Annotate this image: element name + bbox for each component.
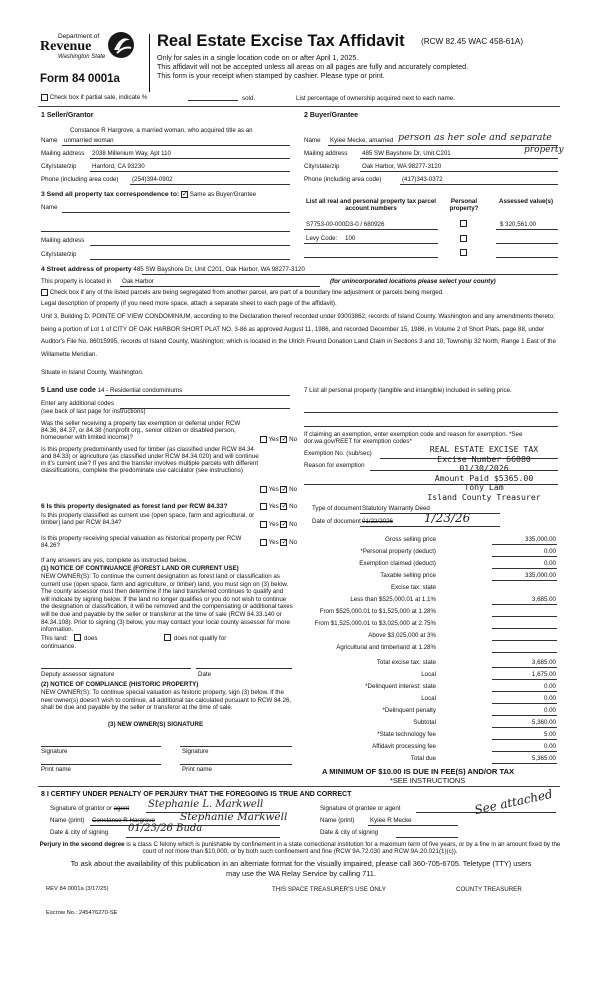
partial-sale-checkbox[interactable] — [41, 94, 48, 101]
footer-treasurer-space: THIS SPACE TREASURER'S USE ONLY — [272, 886, 386, 893]
section-rule — [38, 106, 560, 107]
calc-tier3-label: From $1,525,000.01 to $3,025,000 at 2.75% — [314, 620, 436, 627]
seller-city-value[interactable]: Hanford, CA 93230 — [92, 163, 145, 170]
perjury-notice — [36, 841, 564, 855]
stamp-line-4: Amount Paid $5365.00 — [434, 472, 534, 483]
calc-interest-local-label: Local — [421, 695, 436, 702]
calc-total-state-value[interactable]: 3,685.00 — [531, 659, 556, 666]
land-use-row — [41, 387, 182, 395]
street-address-row — [41, 266, 305, 274]
timber-yesno: Yes ✓ No — [260, 486, 297, 493]
form-number: Form 84 0001a — [40, 73, 120, 85]
additional-codes-label: Enter any additional codes — [41, 400, 114, 407]
unincorporated-note: (for unincorporated locations please select your county) — [330, 278, 496, 285]
corr-name-label: Name — [41, 204, 58, 211]
same-as-buyer-label: Same as Buyer/Grantee — [189, 191, 257, 199]
calc-total-due-label: Total due — [410, 755, 436, 762]
sig-grantor-label: Signature of grantor or — [50, 805, 112, 812]
grantee-signature-hw: See attached — [473, 786, 554, 818]
partial-pct-field[interactable] — [188, 100, 238, 101]
grantor-name-struck[interactable]: Constance R Hargrove — [92, 817, 155, 824]
seller-title: 1 Seller/Grantor — [41, 112, 94, 119]
legal-description-2[interactable]: Situate in Island County, Washington. — [41, 369, 144, 376]
doc-type-value[interactable]: Statutory Warranty Deed — [362, 505, 430, 512]
forest-no-checkbox[interactable]: ✓ — [281, 503, 288, 510]
buyer-mail-value[interactable]: 485 SW Bayshore Dr, Unit C201 — [362, 150, 451, 157]
personal-property-checkbox-3[interactable] — [460, 249, 467, 256]
parcel-number[interactable]: S7753-00-000D3-0 / 680926 — [306, 221, 385, 228]
minimum-due-note: A MINIMUM OF $10.00 IS DUE IN FEE(S) AND/OR TAX — [322, 767, 515, 776]
calc-local-label: Local — [421, 671, 436, 678]
forest-yesno: Yes ✓ No — [260, 503, 297, 510]
stamp-line-2: Excise Number 66080 — [437, 453, 531, 464]
does-checkbox[interactable] — [74, 634, 81, 641]
stamp-line-1: REAL ESTATE EXCISE TAX — [429, 444, 539, 454]
personal-property-checkbox-2[interactable] — [460, 235, 467, 242]
buyer-name-label: Name — [304, 137, 321, 144]
calc-taxable-value[interactable]: 335,000.00 — [525, 572, 556, 579]
corr-city-label: City/state/zip — [41, 251, 77, 258]
logo-washington: Washington State — [58, 54, 106, 60]
land-use-label: 5 Land use code — [41, 387, 96, 394]
perjury-text: is a class C felony which is punishable by confinement in a state correctional institution for a maximum term of five years, or by a fine in an amount fixed by the court of not more than $10,000, or by both such confinement and fine (RCW 9A.72.030 and RCW 9A.20.021(1)(c)). — [124, 841, 561, 856]
calc-gross-value[interactable]: 335,000.00 — [525, 536, 556, 543]
header-divider — [149, 34, 150, 92]
deputy-sig-label: Deputy assessor signature — [41, 671, 115, 678]
historic-yesno: Yes ✓ No — [260, 539, 297, 546]
calc-personal-label: *Personal property (deduct) — [360, 548, 436, 555]
agent-struck: agent — [113, 805, 130, 812]
seller-phone-value[interactable]: (254)394-0902 — [132, 176, 173, 183]
sig-grantor-row — [50, 805, 129, 812]
timber-no-checkbox[interactable]: ✓ — [281, 486, 288, 493]
calc-local-value[interactable]: 1,675.00 — [531, 671, 556, 678]
logo-emblem-icon — [106, 30, 136, 60]
calc-total-state-label: Total excise tax: state — [376, 659, 436, 666]
doc-date-handwritten: 1/23/26 — [424, 511, 471, 525]
personal-property-label: 7 List all personal property (tangible and intangible) included in selling price. — [304, 387, 512, 394]
buyer-city-label: City/state/zip — [304, 163, 340, 170]
logo-revenue: Revenue — [40, 39, 92, 54]
this-land-label: This land: — [41, 635, 68, 642]
form-rcw: (RCW 82.45 WAC 458-61A) — [421, 37, 524, 46]
seller-name-line1: Constance R Hargrove, a married woman, who acquired title as an — [70, 127, 253, 134]
seller-mail-value[interactable]: 2038 Millenium Way, Apt 110 — [92, 150, 171, 157]
calc-interest-state-label: *Delinquent interest: state — [365, 683, 436, 690]
calc-tier2-label: From $525,000.01 to $1,525,000 at 1.28% — [319, 608, 436, 615]
timber-question: Is this property predominantly used for timber (as classified under RCW 84.34 and 84.33) or agriculture (as classified under RCW 84.34.020) and will continue in it's current use? If yes and the transfer involves multiple parcels with different classifications, complete the predominate use calculator (see instructions) — [41, 446, 259, 475]
certify-title: 8 I CERTIFY UNDER PENALTY OF PERJURY THAT THE FOREGOING IS TRUE AND CORRECT — [41, 791, 352, 798]
correspondence-label: 3 Send all property tax correspondence to: — [41, 191, 180, 199]
grantor-date-label: Date & city of signing — [50, 829, 109, 836]
located-label: This property is located in — [41, 278, 112, 285]
calc-tier1-label: Less than $525,000.01 at 1.1% — [350, 596, 436, 603]
personal-property-checkbox-1[interactable] — [460, 220, 467, 227]
calc-personal-value[interactable]: 0.00 — [543, 548, 556, 555]
calc-processing-fee-label: Affidavit processing fee — [372, 743, 436, 750]
intro-line-3: This form is your receipt when stamped by cashier. Please type or print. — [157, 71, 385, 80]
grantor-signature-hw: Stephanie L. Markwell — [148, 799, 264, 810]
alt-format-note: To ask about the availability of this publication in an alternate format for the visually impaired, please call 360-705-6705. Teletype (TTY) users may use the WA Relay Service by calling 711. — [70, 859, 532, 878]
seller-name-value[interactable]: unmarried woman — [64, 137, 114, 144]
logo-department: Department of — [58, 33, 100, 40]
new-owner-sig-title: (3) NEW OWNER(S) SIGNATURE — [108, 721, 204, 728]
intro-line-2: This affidavit will not be accepted unless all areas on all pages are fully and accurately completed. — [157, 62, 469, 71]
calc-total-due-value[interactable]: 5,365.00 — [531, 755, 556, 762]
continuance-label: continuance. — [41, 643, 77, 650]
calc-interest-state-value[interactable]: 0.00 — [543, 683, 556, 690]
section-8-rule — [38, 786, 560, 787]
new-owner-print-label-1: Print name — [41, 766, 71, 773]
footer-escrow: Escrow No.: 245476270-SE — [46, 910, 118, 916]
seller-mail-label: Mailing address — [41, 150, 85, 157]
street-address-label: 4 Street address of property — [41, 266, 132, 273]
located-value[interactable]: Oak Harbor — [122, 278, 154, 285]
historic-question: Is this property receiving special valuation as historical property per RCW 84.26? — [41, 535, 242, 550]
footer-rev: REV 84 0001a (3/17/25) — [46, 886, 109, 892]
current-use-question: Is this property classified as current use (open space, farm and agricultural, or timber) land per RCW 84.34? — [41, 512, 255, 527]
stamp-line-6: Island County Treasurer — [427, 491, 541, 502]
forest-yes-checkbox[interactable] — [260, 503, 267, 510]
calc-tech-fee-label: *State technology fee — [377, 731, 436, 738]
calc-subtotal-value[interactable]: 5,360.00 — [531, 719, 556, 726]
correspondence-row — [41, 191, 256, 199]
current-use-yesno: Yes ✓ No — [260, 521, 297, 528]
stamp-line-3: 01/30/2026 — [459, 463, 509, 474]
exemption-yesno: Yes ✓ No — [260, 436, 297, 443]
calc-tier1-value[interactable]: 3,685.00 — [531, 596, 556, 603]
segregated-label: Check box if any of the listed parcels are being segregated from another parcel, are part of a boundary line adjustment or parcels being merged. — [49, 289, 444, 297]
seller-city-label: City/state/zip — [41, 163, 77, 170]
ownership-note: List percentage of ownership acquired next to each name. — [296, 95, 455, 102]
grantee-date-label: Date & city of signing — [320, 829, 379, 836]
does-not-checkbox[interactable] — [164, 634, 171, 641]
buyer-name-value[interactable]: Kylee Mecke, amarried — [330, 137, 394, 144]
perjury-lead: Perjury in the second degree — [39, 841, 125, 848]
calc-agri-label: Agricultural and timberland at 1.28% — [336, 644, 436, 651]
segregated-checkbox[interactable] — [41, 289, 48, 296]
same-as-buyer-checkbox[interactable]: ✓ — [181, 191, 188, 198]
see-instructions: *SEE INSTRUCTIONS — [390, 776, 466, 785]
calc-excise-state-label: Excise tax: state — [390, 584, 436, 591]
personal-col-header: Personal property? — [449, 198, 479, 213]
calc-penalty-label: *Delinquent penalty — [382, 707, 436, 714]
segregated-row — [41, 289, 444, 296]
calc-exemption-value[interactable]: 0.00 — [543, 560, 556, 567]
seller-phone-label: Phone (including area code) — [41, 176, 119, 183]
forest-question: 6 Is this property designated as forest land per RCW 84.33? — [41, 503, 228, 510]
form-title: Real Estate Excise Tax Affidavit — [157, 32, 405, 50]
grantor-date-hw: 01/23/26 Buda — [128, 823, 203, 834]
seller-name-label: Name — [41, 137, 58, 144]
historic-yes-checkbox[interactable] — [260, 539, 267, 546]
current-use-no-checkbox[interactable]: ✓ — [281, 521, 288, 528]
buyer-phone-label: Phone (including area code) — [304, 176, 382, 183]
calc-penalty-value[interactable]: 0.00 — [543, 707, 556, 714]
legal-description[interactable]: Unit 3, Building D, POINTE OF VIEW CONDOMINIUM, according to the Declaration thereof recorded under 93003862, records of Island County, Washington and any amendments thereto; being a portion of Lot 1 of CITY OF OAK HARBOR SHORT PLAT NO. 3-86 as approved August 11, 1986, and recorded December 15, 1986, in Volume 2 of Short Plats, page 88, under Auditor's File No. 86015995, records of Island County, Washington; which is located in the Ulrich Freund Donation Land Claim in Sections 3 and 10, Township 32 North, Range 1 East of the Willamette Meridian. — [41, 313, 556, 358]
land-use-value[interactable]: 14 - Residential condominiums — [97, 387, 183, 394]
buyer-title: 2 Buyer/Grantee — [304, 112, 359, 119]
doc-type-label: Type of document — [312, 505, 362, 512]
reason-label: Reason for exemption — [304, 462, 365, 469]
does-label: does — [84, 635, 98, 642]
buyer-mail-label: Mailing address — [304, 150, 348, 157]
calc-taxable-label: Taxable selling price — [380, 572, 436, 579]
grantor-name-hw: Stephanie Markwell — [180, 811, 288, 823]
grantor-name-label: Name (print) — [50, 817, 85, 824]
if-any-yes: If any answers are yes, complete as instructed below. — [41, 557, 188, 564]
new-owner-print-label-2: Print name — [182, 766, 212, 773]
exemption-claim-note: If claiming an exemption, enter exemption code and reason for exemption. *See dor.wa.gov/REET for exemption codes* — [304, 431, 523, 446]
intro-line-1: Only for sales in a single location code on or after April 1, 2025. — [157, 53, 359, 62]
partial-sale-label: Check box if partial sale, indicate % — [49, 94, 148, 102]
grantee-name-value[interactable]: Kylee R Mecke — [370, 817, 412, 824]
timber-yes-checkbox[interactable] — [260, 486, 267, 493]
buyer-name-handwritten: person as her sole and separate — [398, 132, 552, 143]
deputy-date-label: Date — [198, 671, 212, 678]
calc-subtotal-label: Subtotal — [413, 719, 436, 726]
new-owner-sig-label-1: Signature — [41, 748, 68, 755]
new-owner-sig-label-2: Signature — [182, 748, 209, 755]
sig-grantee-label: Signature of grantee or agent — [320, 805, 401, 812]
see-back-note: (see back of last page for instructions) — [41, 408, 146, 415]
notice-compliance-text: NEW OWNER(S): To continue special valuation as historic property, sign (3) below. If the new owner(s) doesn't wish to continue, all additional tax calculated pursuant to RCW 84.26, shall be due and payable by the seller or transferor at the time of sale. — [41, 689, 292, 712]
assessed-value[interactable]: $ 320,561.00 — [500, 221, 537, 228]
calc-gross-label: Gross selling price — [385, 536, 436, 543]
levy-value[interactable]: 100 — [345, 235, 356, 242]
treasurer-stamp — [404, 445, 564, 503]
calc-exemption-label: Exemption claimed (deduct) — [359, 560, 436, 567]
notice-continuance-title: (1) NOTICE OF CONTINUANCE (FOREST LAND OR CURRENT USE) — [41, 565, 239, 572]
current-use-yes-checkbox[interactable] — [260, 521, 267, 528]
levy-label: Levy Code: — [306, 235, 338, 242]
calc-processing-fee-value[interactable]: 0.00 — [543, 743, 556, 750]
calc-tier4-label: Above $3,025,000 at 3% — [368, 632, 436, 639]
historic-no-checkbox[interactable]: ✓ — [281, 539, 288, 546]
assessed-col-header: Assessed value(s) — [499, 198, 553, 205]
buyer-name-handwritten-2: property — [524, 145, 564, 155]
notice-continuance-text: NEW OWNER(S): To continue the current designation as forest land or classification as current use (open space, farm and agriculture, or timber) land, you must sign on (3) below. The county assessor must then determine if the land transferred continues to qualify and will indicate by signing below. If the land no longer qualifies or you do not wish to continue the designation or classification, it will be removed and the compensating or additional taxes will be due and payable by the seller or transferor at the time of sale (RCW 84.33.140 or 84.34.108). Prior to signing (3) below, you may contact your local county assessor for more information. — [41, 573, 293, 634]
footer-county-treasurer: COUNTY TREASURER — [456, 886, 522, 893]
exemption-yes-checkbox[interactable] — [260, 436, 267, 443]
street-address-value[interactable]: 485 SW Bayshore Dr, Unit C201, Oak Harbor, WA 98277-3120 — [133, 266, 305, 273]
sold-label: sold. — [242, 95, 256, 102]
buyer-city-value[interactable]: Oak Harbor, WA 98277-3120 — [362, 163, 442, 170]
stamp-line-5: Tony Lam — [464, 482, 504, 493]
exemption-question: Was the seller receiving a property tax exemption or deferral under RCW 84.36, 84.37, or 84.38 (nonprofit org., senior citizen or disabled person, homeowner with limited income)? — [41, 420, 241, 442]
dor-logo — [40, 30, 140, 74]
doc-date-label: Date of document — [312, 518, 361, 525]
partial-sale-row — [41, 94, 147, 101]
exemption-no-checkbox[interactable]: ✓ — [281, 436, 288, 443]
does-not-label: does not qualify for — [174, 635, 227, 642]
calc-interest-local-value[interactable]: 0.00 — [543, 695, 556, 702]
doc-date-struck[interactable]: 01/22/2026 — [362, 518, 393, 525]
grantee-name-label: Name (print) — [320, 817, 355, 824]
legal-description-label: Legal description of property (if you need more space, attach a separate sheet to each page of the affidavit). — [41, 300, 337, 307]
notice-compliance-title: (2) NOTICE OF COMPLIANCE (HISTORIC PROPERTY) — [41, 681, 199, 688]
parcel-col-header: List all real and personal property tax parcel account numbers — [306, 198, 436, 213]
buyer-phone-value[interactable]: (417)343-0372 — [402, 176, 443, 183]
exemption-no-label: Exemption No. (sub/sec) — [304, 450, 372, 457]
corr-mail-label: Mailing address — [41, 237, 85, 244]
calc-tech-fee-value[interactable]: 5.00 — [543, 731, 556, 738]
